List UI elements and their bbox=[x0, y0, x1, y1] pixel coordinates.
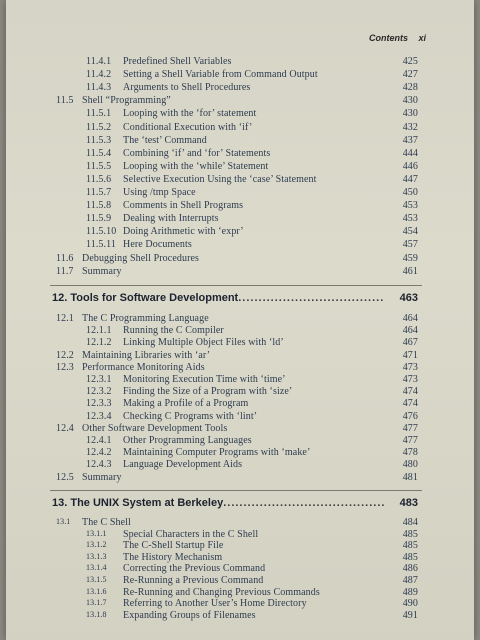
toc-entry-page-number: 461 bbox=[402, 265, 418, 277]
toc-entry-page-number: 437 bbox=[402, 134, 418, 146]
toc-entry-number: 13.1.2 bbox=[86, 540, 107, 550]
toc-entry-title: Checking C Programs with ‘lint’ bbox=[123, 410, 258, 422]
toc-entry-page-number: 446 bbox=[402, 160, 418, 172]
toc-entry-number: 12.3.3 bbox=[86, 398, 112, 410]
toc-entry-page-number: 477 bbox=[402, 435, 418, 446]
running-head-title: Contents bbox=[368, 33, 408, 43]
toc-entry-page-number: 454 bbox=[402, 226, 418, 238]
toc-entry-number: 13.1.3 bbox=[86, 551, 107, 561]
toc-entry-page-number: 474 bbox=[402, 386, 418, 398]
toc-entry-page-number: 476 bbox=[402, 410, 418, 422]
toc-entry-page-number: 464 bbox=[402, 313, 418, 324]
toc-entry-page-number: 489 bbox=[402, 586, 418, 598]
toc-entry-title: Maintaining Libraries with ‘ar’ bbox=[82, 349, 211, 361]
toc-entry-page-number: 430 bbox=[402, 108, 418, 120]
toc-entry-number: 11.5.10 bbox=[86, 226, 117, 238]
leader-dots: .................................... bbox=[238, 292, 385, 304]
toc-entry-title: Using /tmp Space bbox=[123, 187, 196, 198]
toc-entry-page-number: 432 bbox=[402, 121, 418, 133]
toc-entry-page-number: 473 bbox=[402, 374, 418, 385]
toc-entry-title: Comments in Shell Programs bbox=[123, 200, 244, 212]
toc-entry-title: Making a Profile of a Program bbox=[123, 398, 249, 410]
toc-entry-title: Looping with the ‘while’ Statement bbox=[123, 160, 269, 172]
toc-entry-title: Here Documents bbox=[123, 239, 192, 251]
toc-entry-number: 12.1.1 bbox=[86, 325, 112, 337]
toc-entry-number: 11.5.6 bbox=[86, 173, 112, 185]
toc-entry-page-number: 478 bbox=[402, 447, 418, 459]
toc-entry-number: 11.5.5 bbox=[86, 160, 112, 172]
toc-entry-title: Debugging Shell Procedures bbox=[82, 252, 200, 264]
chapter-page-number: 483 bbox=[399, 497, 418, 509]
toc-entry-page-number: 474 bbox=[402, 398, 418, 410]
toc-entry-title: Language Development Aids bbox=[123, 459, 243, 471]
toc-entry-number: 12.5 bbox=[56, 471, 74, 483]
toc-entry-page-number: 484 bbox=[402, 517, 418, 528]
toc-entry-title: The ‘test’ Command bbox=[123, 134, 207, 146]
chapter-heading bbox=[52, 497, 385, 509]
toc-entry-number: 11.6 bbox=[56, 252, 74, 264]
toc-entry-page-number: 453 bbox=[402, 200, 418, 212]
leader-dots: ........................................ bbox=[223, 497, 386, 509]
toc-entry-title: The C Shell bbox=[82, 517, 131, 528]
toc-entry-page-number: 485 bbox=[402, 528, 418, 540]
toc-entry-title: Monitoring Execution Time with ‘time’ bbox=[123, 374, 286, 385]
toc-entry-number: 11.4.1 bbox=[86, 56, 112, 67]
toc-entry-title: Looping with the ‘for’ statement bbox=[123, 108, 257, 120]
toc-entry-title: Arguments to Shell Procedures bbox=[123, 82, 251, 94]
toc-entry-number: 11.5.11 bbox=[86, 239, 116, 251]
toc-entry-number: 13.1.7 bbox=[86, 598, 107, 608]
toc-entry-number: 12.1 bbox=[56, 313, 74, 324]
toc-entry-title: The C-Shell Startup File bbox=[123, 540, 224, 552]
toc-entry-title: Referring to Another User’s Home Directory bbox=[123, 598, 307, 610]
toc-entry-page-number: 471 bbox=[402, 349, 418, 361]
toc-entry-page-number: 485 bbox=[402, 540, 418, 552]
toc-entry-page-number: 481 bbox=[402, 471, 418, 483]
toc-entry-page-number: 428 bbox=[402, 82, 418, 94]
toc-entry-title: Expanding Groups of Filenames bbox=[123, 609, 256, 621]
toc-entry-page-number: 491 bbox=[402, 609, 418, 621]
toc-entry-number: 11.5.8 bbox=[86, 200, 112, 212]
toc-entry-page-number: 464 bbox=[402, 325, 418, 337]
toc-entry-number: 11.4.3 bbox=[86, 82, 112, 94]
toc-entry-number: 11.5 bbox=[56, 95, 74, 107]
toc-entry-page-number: 467 bbox=[402, 337, 418, 349]
toc-entry-title: The C Programming Language bbox=[82, 313, 209, 324]
toc-entry-title: Doing Arithmetic with ‘expr’ bbox=[123, 226, 244, 238]
toc-entry-title: Performance Monitoring Aids bbox=[82, 361, 205, 373]
toc-entry-number: 13.1.5 bbox=[86, 575, 107, 584]
chapter-page-number: 463 bbox=[399, 292, 418, 304]
toc-entry-number: 13.1.8 bbox=[86, 609, 107, 619]
toc-entry-number: 12.2 bbox=[56, 349, 74, 361]
toc-entry-title: Re-Running a Previous Command bbox=[123, 575, 264, 586]
toc-entry-title: Other Programming Languages bbox=[123, 435, 252, 446]
toc-entry-number: 11.4.2 bbox=[86, 69, 112, 81]
toc-entry-page-number: 430 bbox=[402, 95, 418, 107]
toc-entry-number: 13.1 bbox=[56, 517, 71, 526]
toc-entry-page-number: 427 bbox=[402, 69, 418, 81]
book-page bbox=[6, 0, 474, 640]
toc-entry-title: Running the C Compiler bbox=[123, 325, 224, 337]
running-head-page-number: xi bbox=[418, 33, 426, 43]
toc-entry-title: Predefined Shell Variables bbox=[123, 56, 232, 67]
toc-entry-title: Summary bbox=[82, 471, 122, 483]
toc-entry-page-number: 485 bbox=[402, 551, 418, 563]
toc-entry-page-number: 457 bbox=[402, 239, 418, 251]
chapter-title: 13. The UNIX System at Berkeley bbox=[52, 497, 224, 509]
toc-entry-title: Selective Execution Using the ‘case’ Statement bbox=[123, 173, 317, 185]
toc-entry-page-number: 453 bbox=[402, 213, 418, 225]
toc-entry-title: The History Mechanism bbox=[123, 551, 223, 563]
toc-entry-number: 12.4.1 bbox=[86, 435, 112, 446]
toc-entry-number: 13.1.4 bbox=[86, 563, 107, 573]
toc-entry-title: Dealing with Interrupts bbox=[123, 213, 219, 225]
toc-entry-page-number: 480 bbox=[402, 459, 418, 471]
running-head bbox=[369, 33, 426, 43]
toc-entry-title: Shell “Programming” bbox=[82, 95, 171, 107]
toc-entry-number: 11.5.3 bbox=[86, 134, 112, 146]
toc-entry-number: 11.5.1 bbox=[86, 108, 112, 120]
toc-entry-page-number: 477 bbox=[402, 422, 418, 434]
toc-entry-number: 11.5.7 bbox=[86, 187, 112, 198]
toc-entry-title: Re-Running and Changing Previous Commands bbox=[123, 586, 320, 598]
toc-entry-page-number: 486 bbox=[402, 563, 418, 575]
toc-entry-page-number: 487 bbox=[402, 575, 418, 586]
toc-entry-page-number: 490 bbox=[402, 598, 418, 610]
toc-entry-title: Maintaining Computer Programs with ‘make’ bbox=[123, 447, 311, 459]
section-divider bbox=[50, 285, 422, 286]
toc-entry-number: 12.3 bbox=[56, 361, 74, 373]
toc-entry-page-number: 447 bbox=[402, 173, 418, 185]
toc-entry-number: 11.5.9 bbox=[86, 213, 112, 225]
toc-entry-number: 12.1.2 bbox=[86, 337, 112, 349]
toc-entry-title: Other Software Development Tools bbox=[82, 422, 228, 434]
toc-entry-number: 13.1.6 bbox=[86, 586, 107, 596]
toc-entry-title: Summary bbox=[82, 265, 122, 277]
toc-entry-title: Linking Multiple Object Files with ‘ld’ bbox=[123, 337, 284, 349]
chapter-title: 12. Tools for Software Development bbox=[52, 292, 239, 304]
toc-entry-number: 12.3.2 bbox=[86, 386, 112, 398]
toc-entry-page-number: 473 bbox=[402, 361, 418, 373]
toc-entry-title: Conditional Execution with ‘if’ bbox=[123, 121, 253, 133]
toc-entry-number: 12.4.2 bbox=[86, 447, 112, 459]
toc-entry-number: 11.5.4 bbox=[86, 147, 112, 159]
section-divider bbox=[50, 490, 422, 491]
toc-entry-title: Special Characters in the C Shell bbox=[123, 528, 259, 540]
toc-entry-title: Correcting the Previous Command bbox=[123, 563, 266, 575]
toc-entry-page-number: 444 bbox=[402, 147, 418, 159]
toc-entry-number: 11.5.2 bbox=[86, 121, 112, 133]
toc-entry-number: 12.3.4 bbox=[86, 410, 112, 422]
toc-entry-title: Finding the Size of a Program with ‘size’ bbox=[123, 386, 293, 398]
chapter-heading bbox=[52, 292, 384, 304]
toc-entry-title: Setting a Shell Variable from Command Output bbox=[123, 69, 318, 81]
toc-entry-page-number: 459 bbox=[402, 252, 418, 264]
toc-entry-number: 12.4 bbox=[56, 422, 74, 434]
toc-entry-number: 11.7 bbox=[56, 265, 74, 277]
toc-entry-page-number: 425 bbox=[402, 56, 418, 67]
toc-entry-number: 12.4.3 bbox=[86, 459, 112, 471]
toc-entry-title: Combining ‘if’ and ‘for’ Statements bbox=[123, 147, 271, 159]
toc-entry-number: 13.1.1 bbox=[86, 528, 107, 538]
toc-entry-page-number: 450 bbox=[402, 187, 418, 198]
toc-entry-number: 12.3.1 bbox=[86, 374, 112, 385]
